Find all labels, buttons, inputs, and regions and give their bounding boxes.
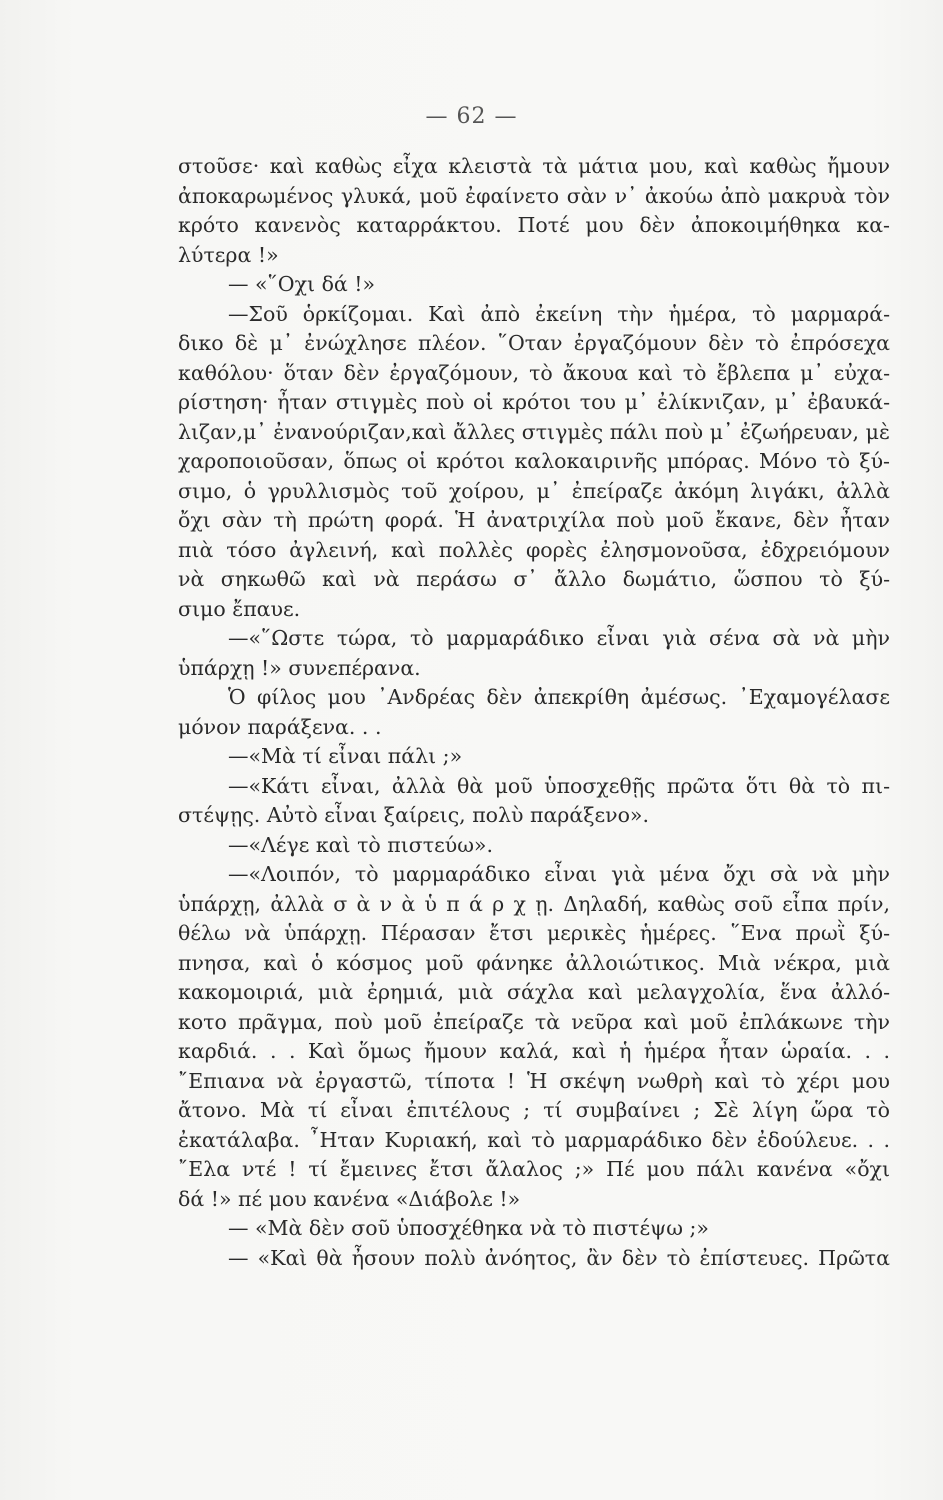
text-line: κοτο πρᾶγμα, ποὺ μοῦ ἐπείραζε τὰ νεῦρα καὶ μοῦ ἐπλάκωνε τὴν [178, 1009, 890, 1034]
text-line: καθόλου· ὅταν δὲν ἐργαζόμουν, τὸ ἄκουα καὶ τὸ ἔβλεπα μ᾽ εὐχα- [178, 360, 890, 385]
text-line: κακομοιριά, μιὰ ἐρημιά, μιὰ σάχλα καὶ μελαγχολία, ἕνα ἀλλό- [178, 980, 890, 1004]
text-line: κρότο κανενὸς καταρράκτου. Ποτέ μου δὲν ἀποκοιμήθηκα κα- [178, 213, 890, 237]
text-line: σιμο, ὁ γρυλλισμὸς τοῦ χοίρου, μ᾽ ἐπείραζε ἀκόμη λιγάκι, ἀλλὰ [178, 478, 890, 503]
text-line: λιζαν,μ᾽ ἐνανούριζαν,καὶ ἄλλες στιγμὲς πάλι ποὺ μ᾽ ἐζωήρευαν, μὲ [178, 419, 890, 444]
text-line: ρίστηση· ἦταν στιγμὲς ποὺ οἱ κρότοι του μ᾽ ἐλίκνιζαν, μ᾽ ἐβαυκά- [178, 390, 890, 414]
text-line: ὑπάρχῃ, ἀλλὰ σ ὰ ν ὰ ὑ π ά ρ χ ῃ. Δηλαδή, καθὼς σοῦ εἶπα πρίν, [178, 891, 890, 916]
text-line: — «Μὰ δὲν σοῦ ὑποσχέθηκα νὰ τὸ πιστέψω ;» [228, 1216, 709, 1240]
text-line: — «Καὶ θὰ ἦσουν πολὺ ἀνόητος, ἂν δὲν τὸ ἐπίστευες. Πρῶτα [228, 1245, 890, 1270]
text-line: ῎Επιανα νὰ ἐργαστῶ, τίποτα ! Ἡ σκέψη νωθρὴ καὶ τὸ χέρι μου [178, 1068, 890, 1093]
text-line: στοῦσε· καὶ καθὼς εἶχα κλειστὰ τὰ μάτια μου, καὶ καθὼς ἤμουν [178, 154, 890, 178]
text-line: χαροποιοῦσαν, ὅπως οἱ κρότοι καλοκαιρινῆς μπόρας. Μόνο τὸ ξύ- [178, 449, 890, 473]
page-number: — 62 — [425, 104, 518, 129]
text-line: ὑπάρχῃ !» συνεπέρανα. [178, 655, 421, 680]
text-line: Ὁ φίλος μου ᾽Ανδρέας δὲν ἀπεκρίθη ἀμέσως. ᾽Εχαμογέλασε [228, 685, 890, 709]
body-text [178, 152, 890, 1273]
text-line: πνησα, καὶ ὁ κόσμος μοῦ φάνηκε ἀλλοιώτικος. Μιὰ νέκρα, μιὰ [178, 950, 890, 975]
text-line: —«Κάτι εἶναι, ἀλλὰ θὰ μοῦ ὑποσχεθῇς πρῶτα ὅτι θὰ τὸ πι- [228, 773, 890, 798]
text-line: ἐκατάλαβα. ῏Ηταν Κυριακή, καὶ τὸ μαρμαράδικο δὲν ἐδούλευε. . . [178, 1127, 890, 1152]
text-line: —«Μὰ τί εἶναι πάλι ;» [228, 744, 463, 768]
text-line: λύτερα !» [178, 242, 279, 267]
text-line: σιμο ἔπαυε. [178, 596, 301, 621]
text-line: νὰ σηκωθῶ καὶ νὰ περάσω σ᾽ ἄλλο δωμάτιο, ὥσπου τὸ ξύ- [178, 567, 890, 591]
text-line: στέψῃς. Αὐτὸ εἶναι ξαίρεις, πολὺ παράξενο». [178, 803, 649, 827]
text-line: δά !» πέ μου κανένα «Διάβολε !» [178, 1186, 521, 1211]
text-line: ὄχι σὰν τὴ πρώτη φορά. Ἡ ἀνατριχίλα ποὺ μοῦ ἔκανε, δὲν ἦταν [178, 508, 890, 532]
text-line: — «῞Οχι δά !» [228, 272, 376, 296]
text-line: ῎Ελα ντέ ! τί ἔμεινες ἔτσι ἄλαλος ;» Πέ μου πάλι κανένα «ὄχι [178, 1157, 890, 1181]
text-line: ἄτονο. Μὰ τί εἶναι ἐπιτέλους ; τί συμβαίνει ; Σὲ λίγη ὥρα τὸ [178, 1098, 890, 1122]
text-line: —«῞Ωστε τώρα, τὸ μαρμαράδικο εἶναι γιὰ σένα σὰ νὰ μὴν [228, 626, 890, 650]
text-line: —Σοῦ ὁρκίζομαι. Καὶ ἀπὸ ἐκείνη τὴν ἡμέρα, τὸ μαρμαρά- [228, 301, 890, 326]
text-line: —«Λοιπόν, τὸ μαρμαράδικο εἶναι γιὰ μένα ὄχι σὰ νὰ μὴν [228, 862, 890, 886]
text-line: ἀποκαρωμένος γλυκά, μοῦ ἐφαίνετο σὰν ν᾽ ἀκούω ἀπὸ μακρυὰ τὸν [178, 183, 890, 208]
text-line: —«Λέγε καὶ τὸ πιστεύω». [228, 832, 493, 857]
text-line: δικο δὲ μ᾽ ἐνώχλησε πλέον. ῞Οταν ἐργαζόμουν δὲν τὸ ἐπρόσεχα [178, 331, 890, 355]
text-line: θέλω νὰ ὑπάρχῃ. Πέρασαν ἔτσι μερικὲς ἡμέρες. ῞Ενα πρωῒ ξύ- [178, 921, 890, 945]
text-line: καρδιά. . . Καὶ ὅμως ἤμουν καλά, καὶ ἡ ἡμέρα ἦταν ὡραία. . . [178, 1039, 890, 1063]
text-line: πιὰ τόσο ἀγλεινή, καὶ πολλὲς φορὲς ἐλησμονοῦσα, ἐδχρειόμουν [178, 537, 890, 562]
text-line: μόνον παράξενα. . . [178, 714, 382, 739]
